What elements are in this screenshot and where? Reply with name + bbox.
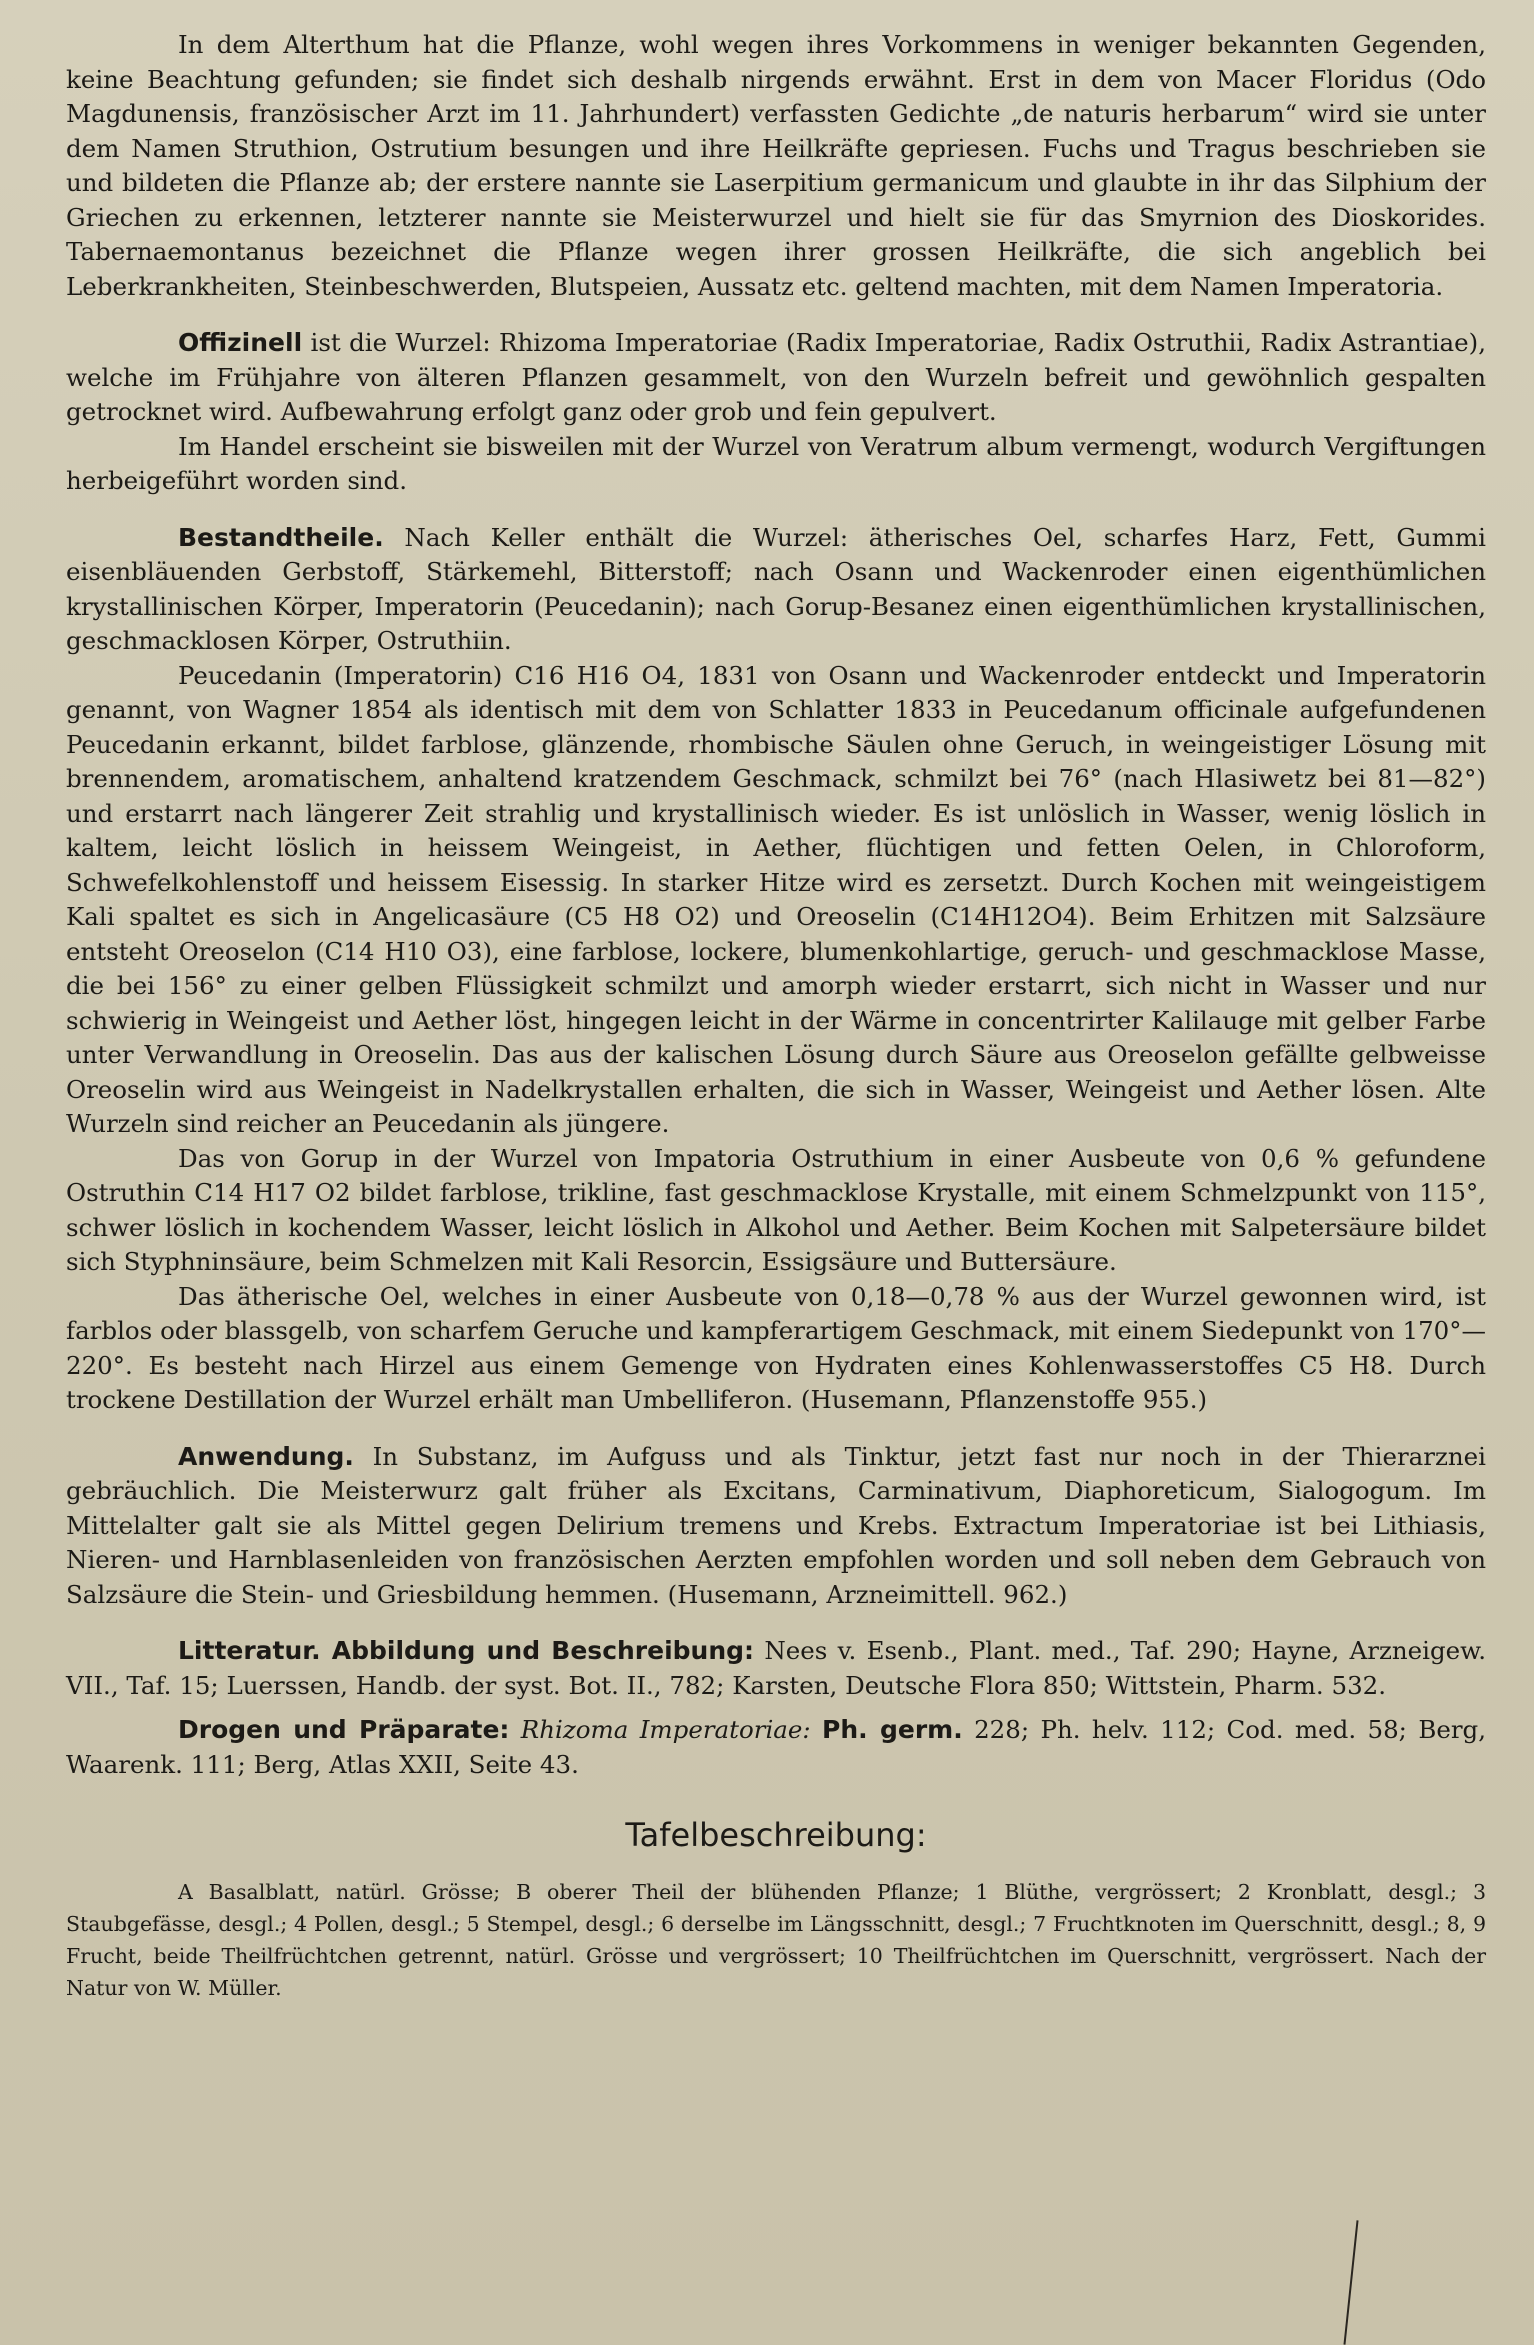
drogen-ph-germ: Ph. germ.: [822, 1715, 963, 1744]
litteratur-text: Nees v. Esenb., Plant. med., Taf. 290; Hayne, Arzneigew. VII., Taf. 15; Luerssen, Handb. der syst. Bot. II., 782; Karsten, Deutsche Flora 850; Wittstein, Pharm. 532.: [66, 1636, 1486, 1700]
anwendung-heading: Anwendung.: [178, 1441, 354, 1471]
bestandtheile-text: Nach Keller enthält die Wurzel: ätherisches Oel, scharfes Harz, Fett, Gummi eisenbläuenden Gerbstoff, Stärkemehl, Bitterstoff; nach Osann und Wackenroder einen eigenthümlichen krystallinischen Körper, Imperatorin (Peucedanin); nach Gorup-Besanez einen eigenthümlichen krystallinischen, geschmacklosen Körper, Ostruthiin.: [66, 522, 1486, 655]
peucedanin-paragraph: Peucedanin (Imperatorin) C16 H16 O4, 1831 von Osann und Wackenroder entdeckt und Imperatorin genannt, von Wagner 1854 als identisch mit dem von Schlatter 1833 in Peucedanum officinale aufgefundenen Peucedanin erkannt, bildet farblose, glänzende, rhombische Säulen ohne Geruch, in weingeistiger Lösung mit brennendem, aromatischem, anhaltend kratzendem Geschmack, schmilzt bei 76° (nach Hlasiwetz bei 81—82°) und erstarrt nach längerer Zeit strahlig und krystallinisch wieder. Es ist unlöslich in Wasser, wenig löslich in kaltem, leicht löslich in heissem Weingeist, in Aether, flüchtigen und fetten Oelen, in Chloroform, Schwefelkohlenstoff und heissem Eisessig. In starker Hitze wird es zersetzt. Durch Kochen mit weingeistigem Kali spaltet es sich in Angelicasäure (C5 H8 O2) und Oreoselin (C14H12O4). Beim Erhitzen mit Salzsäure entsteht Oreoselon (C14 H10 O3), eine farblose, lockere, blumenkohlartige, geruch- und geschmacklose Masse, die bei 156° zu einer gelben Flüssigkeit schmilzt und amorph wieder erstarrt, sich nicht in Wasser und nur schwierig in Weingeist und Aether löst, hingegen leicht in der Wärme in concentrirter Kalilauge mit gelber Farbe unter Verwandlung in Oreoselin. Das aus der kalischen Lösung durch Säure aus Oreoselon gefällte gelbweisse Oreoselin wird aus Weingeist in Nadelkrystallen erhalten, die sich in Wasser, Weingeist und Aether lösen. Alte Wurzeln sind reicher an Peucedanin als jüngere.: [66, 660, 1486, 1138]
drogen-rhizoma: Rhizoma Imperatoriae:: [509, 1715, 823, 1744]
offizinell-note: Im Handel erscheint sie bisweilen mit der Wurzel von Veratrum album vermengt, wodurch Vergiftungen herbeigeführt worden sind.: [66, 431, 1486, 495]
offizinell-heading: Offizinell: [178, 328, 303, 357]
margin-mark: [1343, 2220, 1358, 2345]
drogen-paragraph: [66, 1713, 1486, 1782]
offizinell-paragraph: [66, 326, 1486, 430]
oel-paragraph: Das ätherische Oel, welches in einer Ausbeute von 0,18—0,78 % aus der Wurzel gewonnen wird, ist farblos oder blassgelb, von scharfem Geruche und kampferartigem Geschmack, mit einem Siedepunkt von 170°—220°. Es besteht nach Hirzel aus einem Gemenge von Hydraten eines Kohlenwasserstoffes C5 H8. Durch trockene Destillation der Wurzel erhält man Umbelliferon. (Husemann, Pflanzenstoffe 955.): [66, 1281, 1486, 1414]
bestandtheile-heading: Bestandtheile.: [178, 522, 384, 552]
drogen-text: 228; Ph. helv. 112; Cod. med. 58; Berg, Waarenk. 111; Berg, Atlas XXII, Seite 43.: [66, 1715, 1486, 1779]
intro-paragraph: In dem Alterthum hat die Pflanze, wohl wegen ihres Vorkommens in weniger bekannten Gegenden, keine Beachtung gefunden; sie findet sich deshalb nirgends erwähnt. Erst in dem von Macer Floridus (Odo Magdunensis, französischer Arzt im 11. Jahrhundert) verfassten Gedichte „de naturis herbarum“ wird sie unter dem Namen Struthion, Ostrutium besungen und ihre Heilkräfte gepriesen. Fuchs und Tragus beschrieben sie und bildeten die Pflanze ab; der erstere nannte sie Laserpitium germanicum und glaubte in ihr das Silphium der Griechen zu erkennen, letzterer nannte sie Meisterwurzel und hielt sie für das Smyrnion des Dioskorides. Tabernaemontanus bezeichnet die Pflanze wegen ihrer grossen Heilkräfte, die sich angeblich bei Leberkrankheiten, Steinbeschwerden, Blutspeien, Aussatz etc. geltend machten, mit dem Namen Imperatoria.: [66, 30, 1486, 301]
ostruthin-paragraph: Das von Gorup in der Wurzel von Impatoria Ostruthium in einer Ausbeute von 0,6 % gefundene Ostruthin C14 H17 O2 bildet farblose, trikline, fast geschmacklose Krystalle, mit einem Schmelzpunkt von 115°, schwer löslich in kochendem Wasser, leicht löslich in Alkohol und Aether. Beim Kochen mit Salpetersäure bildet sich Styphninsäure, beim Schmelzen mit Kali Resorcin, Essigsäure und Buttersäure.: [66, 1143, 1486, 1276]
offizinell-text: ist die Wurzel: Rhizoma Imperatoriae (Radix Imperatoriae, Radix Ostruthii, Radix Astrantiae), welche im Frühjahre von älteren Pflanzen gesammelt, von den Wurzeln befreit und gewöhnlich gespalten getrocknet wird. Aufbewahrung erfolgt ganz oder grob und fein gepulvert.: [66, 328, 1486, 426]
litteratur-paragraph: [66, 1634, 1486, 1703]
litteratur-heading: Litteratur. Abbildung und Beschreibung:: [178, 1636, 755, 1665]
caption-text: A Basalblatt, natürl. Grösse; B oberer Theil der blühenden Pflanze; 1 Blüthe, vergrössert; 2 Kronblatt, desgl.; 3 Staubgefässe, desgl.; 4 Pollen, desgl.; 5 Stempel, desgl.; 6 derselbe im Längsschnitt, desgl.; 7 Fruchtknoten im Querschnitt, desgl.; 8, 9 Frucht, beide Theilfrüchtchen getrennt, natürl. Grösse und vergrössert; 10 Theilfrüchtchen im Querschnitt, vergrössert. Nach der Natur von W. Müller.: [66, 1880, 1486, 2000]
bestandtheile-paragraph: [66, 521, 1486, 659]
caption-title: Tafelbeschreibung:: [625, 1816, 927, 1854]
anwendung-text: In Substanz, im Aufguss und als Tinktur, jetzt fast nur noch in der Thierarznei gebräuchlich. Die Meisterwurz galt früher als Excitans, Carminativum, Diaphoreticum, Sialogogum. Im Mittelalter galt sie als Mittel gegen Delirium tremens und Krebs. Extractum Imperatoriae ist bei Lithiasis, Nieren- und Harnblasenleiden von französischen Aerzten empfohlen worden und soll neben dem Gebrauch von Salzsäure die Stein- und Griesbildung hemmen. (Husemann, Arzneimittell. 962.): [66, 1441, 1486, 1609]
anwendung-paragraph: [66, 1440, 1486, 1613]
drogen-heading: Drogen und Präparate:: [178, 1715, 510, 1744]
